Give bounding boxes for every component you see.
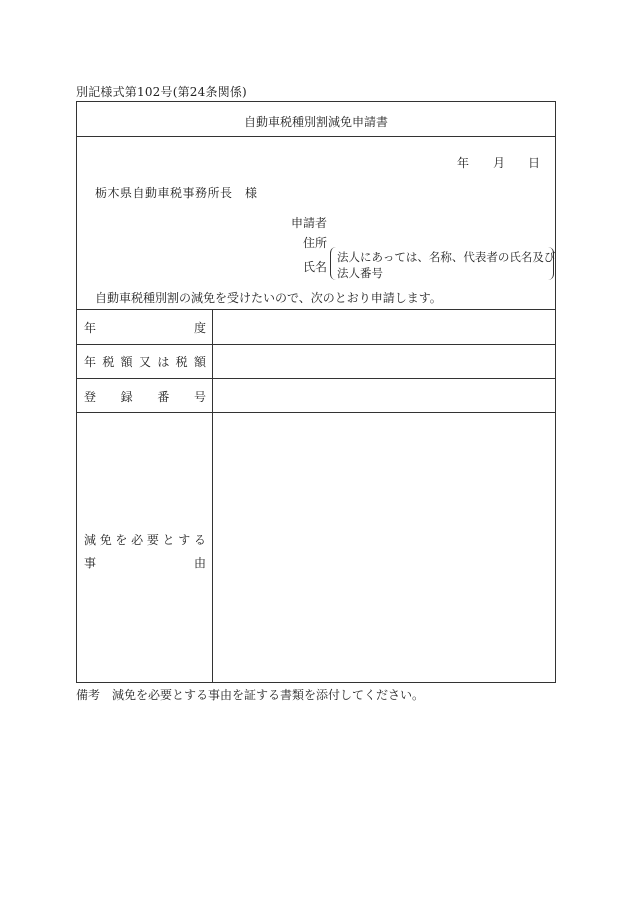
form-title: 自動車税種別割減免申請書 <box>243 115 388 129</box>
addressee: 栃木県自動車税事務所長 様 <box>95 186 258 200</box>
label-tax-amount: 年 税 額 又 は 税 額 <box>84 355 206 369</box>
date-year-label: 年 <box>457 156 470 170</box>
year-field[interactable] <box>213 310 555 344</box>
name-label: 氏名 <box>303 260 328 274</box>
form-number: 別記様式第102号(第24条関係) <box>76 85 247 99</box>
divider <box>77 136 555 137</box>
tax-amount-field[interactable] <box>213 345 555 378</box>
application-statement: 自動車税種別割の減免を受けたいので、次のとおり申請します。 <box>95 291 442 305</box>
registration-number-field[interactable] <box>213 379 555 412</box>
label-registration-number: 登 録 番 号 <box>84 390 206 404</box>
corporation-note: 法人にあっては、名称、代表者の氏名及び法人番号 <box>337 250 556 280</box>
remark-note: 備考 減免を必要とする事由を証する書類を添付してください。 <box>76 688 425 702</box>
label-reduction-reason: 減 免 を 必 要 と す る <box>84 533 206 547</box>
date-month-label: 月 <box>493 156 506 170</box>
applicant-label: 申請者 <box>291 216 328 230</box>
label-reason-suffix: 事 由 <box>84 556 206 570</box>
label-year: 年 度 <box>84 321 206 335</box>
address-label: 住所 <box>303 236 328 250</box>
date-day-label: 日 <box>528 156 541 170</box>
reason-field[interactable] <box>213 413 555 682</box>
application-form <box>76 101 556 683</box>
